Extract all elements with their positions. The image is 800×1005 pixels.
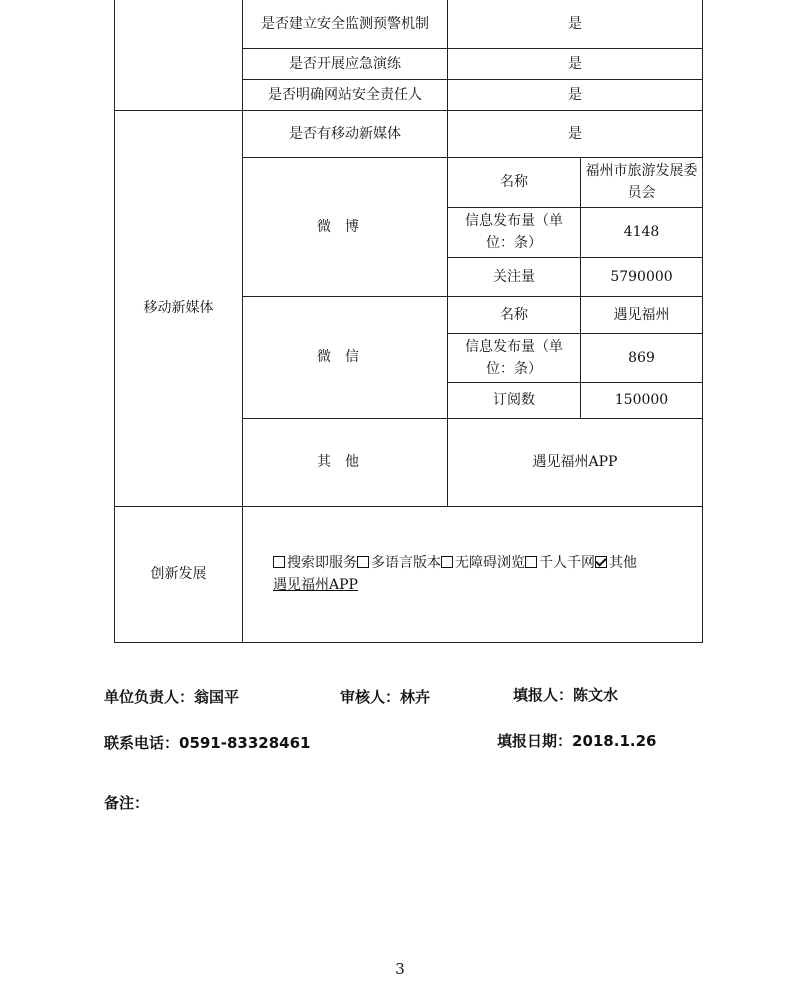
checkbox-icon (441, 556, 453, 568)
wechat-subs-label: 订阅数 (448, 382, 581, 418)
mobile-section-label: 移动新媒体 (115, 110, 243, 506)
fill-date: 填报日期：2018.1.26 (497, 732, 657, 750)
wechat-posts-value: 869 (581, 333, 703, 382)
emergency-drill-label: 是否开展应急演练 (243, 48, 448, 79)
weibo-name-value: 福州市旅游发展委员会 (581, 157, 703, 207)
innovation-options (243, 506, 703, 642)
option-personalized: 千人千网 (525, 555, 595, 571)
wechat-name-label: 名称 (448, 296, 581, 333)
option-search-as-service: 搜索即服务 (273, 555, 357, 571)
wechat-subs-value: 150000 (581, 382, 703, 418)
security-owner-value: 是 (448, 79, 703, 110)
warning-mechanism-label: 是否建立安全监测预警机制 (243, 0, 448, 48)
has-mobile-media-value: 是 (448, 110, 703, 157)
checkbox-checked-icon (595, 556, 607, 568)
weibo-posts-label: 信息发布量（单位：条） (448, 207, 581, 257)
checkbox-icon (525, 556, 537, 568)
weibo-follow-value: 5790000 (581, 257, 703, 296)
checkbox-icon (357, 556, 369, 568)
innovation-label: 创新发展 (115, 506, 243, 642)
remarks: 备注： (104, 794, 150, 812)
page-number: 3 (395, 960, 405, 978)
wechat-name-value: 遇见福州 (581, 296, 703, 333)
warning-mechanism-value: 是 (448, 0, 703, 48)
report-table (114, 0, 703, 643)
wechat-label: 微信 (243, 296, 448, 418)
unit-head: 单位负责人：翁国平 (104, 688, 240, 706)
weibo-posts-value: 4148 (581, 207, 703, 257)
security-section-cell (115, 0, 243, 110)
checkbox-icon (273, 556, 285, 568)
weibo-label: 微博 (243, 157, 448, 296)
emergency-drill-value: 是 (448, 48, 703, 79)
innovation-other-text: 遇见福州APP (273, 577, 358, 593)
weibo-name-label: 名称 (448, 157, 581, 207)
has-mobile-media-label: 是否有移动新媒体 (243, 110, 448, 157)
option-other: 其他 (595, 555, 637, 571)
option-accessibility: 无障碍浏览 (441, 555, 525, 571)
reviewer: 审核人：林卉 (340, 688, 431, 706)
filler: 填报人：陈文水 (513, 686, 619, 704)
other-media-value: 遇见福州APP (448, 418, 703, 506)
other-media-label: 其他 (243, 418, 448, 506)
wechat-posts-label: 信息发布量（单位：条） (448, 333, 581, 382)
weibo-follow-label: 关注量 (448, 257, 581, 296)
contact-phone: 联系电话：0591-83328461 (104, 734, 311, 752)
security-owner-label: 是否明确网站安全责任人 (243, 79, 448, 110)
option-multilingual: 多语言版本 (357, 555, 441, 571)
